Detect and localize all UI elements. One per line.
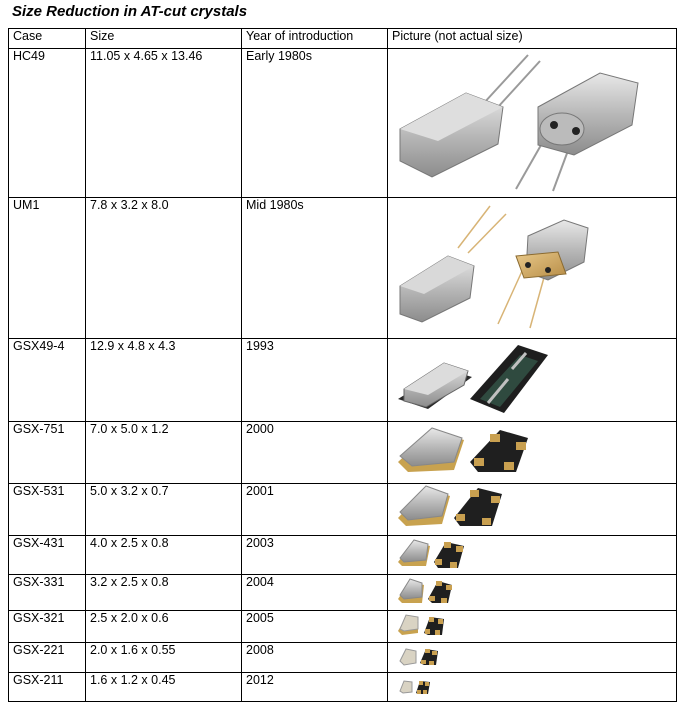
cell-size: 11.05 x 4.65 x 13.46 [86, 49, 242, 198]
hc49-crystal-image [388, 49, 676, 197]
cell-picture [388, 643, 677, 673]
gsx-331-crystal-image [388, 575, 676, 610]
cell-size: 2.5 x 2.0 x 0.6 [86, 611, 242, 643]
header-year: Year of introduction [242, 29, 388, 49]
cell-year: 2001 [242, 484, 388, 536]
cell-size: 7.0 x 5.0 x 1.2 [86, 422, 242, 484]
cell-year: 2008 [242, 643, 388, 673]
gsx-751-crystal-image [388, 422, 676, 483]
cell-case: GSX-211 [9, 673, 86, 702]
table-row [9, 422, 677, 484]
table-header-row [9, 29, 677, 49]
gsx-211-crystal-image [388, 673, 676, 701]
header-picture: Picture (not actual size) [388, 29, 677, 49]
cell-year: 1993 [242, 339, 388, 422]
cell-year: 2000 [242, 422, 388, 484]
cell-case: GSX-221 [9, 643, 86, 673]
cell-picture [388, 611, 677, 643]
cell-picture [388, 339, 677, 422]
table-row [9, 339, 677, 422]
table-row [9, 536, 677, 575]
cell-picture [388, 198, 677, 339]
cell-size: 5.0 x 3.2 x 0.7 [86, 484, 242, 536]
table-row [9, 643, 677, 673]
cell-size: 2.0 x 1.6 x 0.55 [86, 643, 242, 673]
cell-picture [388, 673, 677, 702]
cell-year: Early 1980s [242, 49, 388, 198]
header-size: Size [86, 29, 242, 49]
gsx-531-crystal-image [388, 484, 676, 535]
header-case: Case [9, 29, 86, 49]
table-row [9, 484, 677, 536]
gsx49-4-crystal-image [388, 339, 676, 421]
cell-picture [388, 575, 677, 611]
cell-size: 12.9 x 4.8 x 4.3 [86, 339, 242, 422]
document-title: Size Reduction in AT-cut crystals [12, 3, 248, 20]
cell-size: 3.2 x 2.5 x 0.8 [86, 575, 242, 611]
crystal-size-table [8, 28, 677, 702]
table-row [9, 198, 677, 339]
table-row [9, 673, 677, 702]
cell-case: HC49 [9, 49, 86, 198]
gsx-321-crystal-image [388, 611, 676, 642]
table-row [9, 611, 677, 643]
cell-picture [388, 536, 677, 575]
cell-case: GSX-531 [9, 484, 86, 536]
cell-year: 2004 [242, 575, 388, 611]
cell-case: GSX-321 [9, 611, 86, 643]
cell-case: GSX-431 [9, 536, 86, 575]
cell-case: GSX49-4 [9, 339, 86, 422]
cell-year: 2003 [242, 536, 388, 575]
cell-picture [388, 49, 677, 198]
cell-size: 4.0 x 2.5 x 0.8 [86, 536, 242, 575]
cell-case: GSX-331 [9, 575, 86, 611]
cell-size: 1.6 x 1.2 x 0.45 [86, 673, 242, 702]
table-row [9, 575, 677, 611]
cell-picture [388, 484, 677, 536]
cell-year: 2012 [242, 673, 388, 702]
cell-picture [388, 422, 677, 484]
cell-case: GSX-751 [9, 422, 86, 484]
gsx-221-crystal-image [388, 643, 676, 672]
um1-crystal-image [388, 198, 676, 338]
cell-size: 7.8 x 3.2 x 8.0 [86, 198, 242, 339]
cell-year: Mid 1980s [242, 198, 388, 339]
table-row [9, 49, 677, 198]
gsx-431-crystal-image [388, 536, 676, 574]
cell-case: UM1 [9, 198, 86, 339]
cell-year: 2005 [242, 611, 388, 643]
